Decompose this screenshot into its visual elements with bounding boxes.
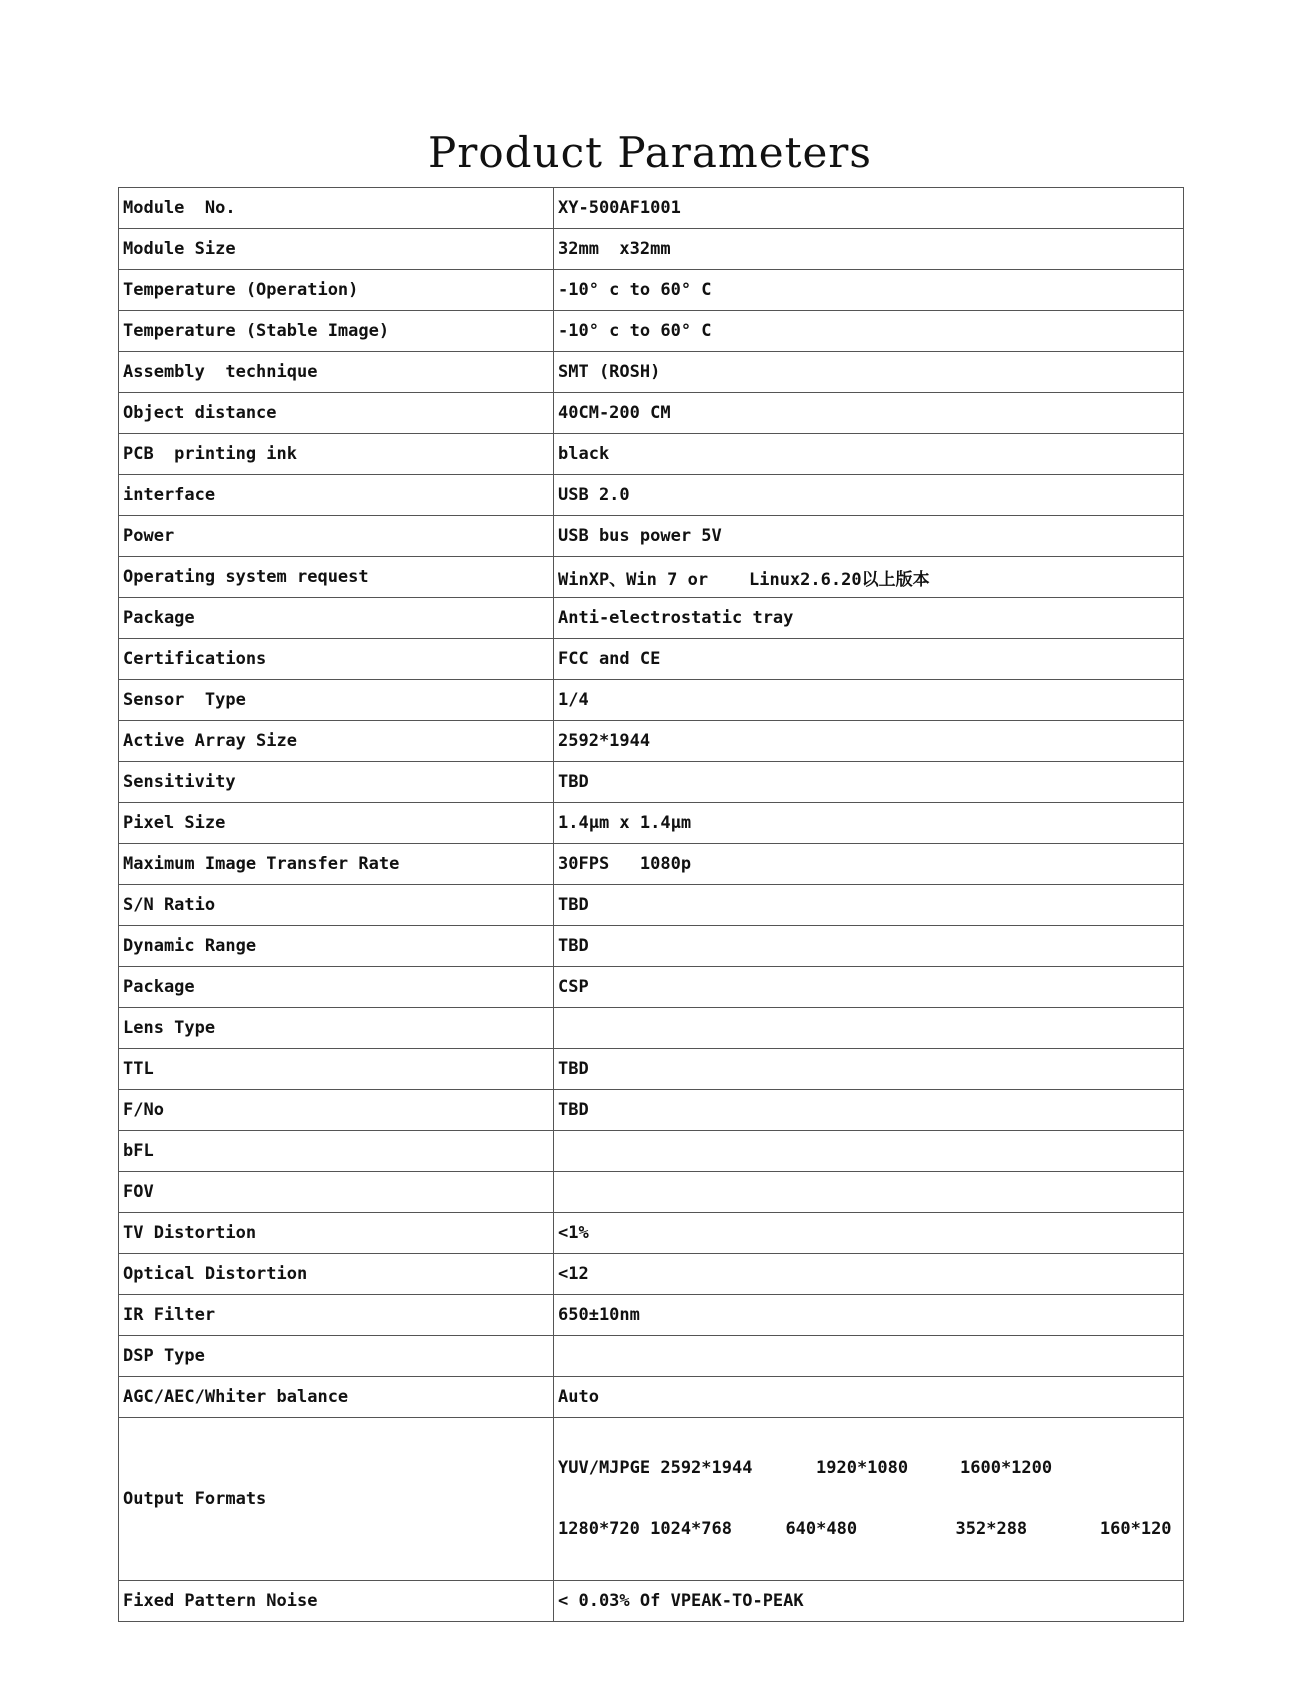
param-label: Module Size bbox=[119, 229, 554, 270]
format-entry: 1920*1080 bbox=[816, 1458, 909, 1478]
param-label: Maximum Image Transfer Rate bbox=[119, 844, 554, 885]
param-value bbox=[554, 1008, 1184, 1049]
table-row bbox=[119, 967, 1184, 1008]
param-value: 32mm x32mm bbox=[554, 229, 1184, 270]
param-value: <12 bbox=[554, 1254, 1184, 1295]
param-value: black bbox=[554, 434, 1184, 475]
param-label: FOV bbox=[119, 1172, 554, 1213]
param-label: Pixel Size bbox=[119, 803, 554, 844]
param-value bbox=[554, 1172, 1184, 1213]
param-label: Sensor Type bbox=[119, 680, 554, 721]
param-value: TBD bbox=[554, 926, 1184, 967]
table-row bbox=[119, 1377, 1184, 1418]
param-label: Fixed Pattern Noise bbox=[119, 1581, 554, 1622]
table-row bbox=[119, 557, 1184, 598]
format-entry: 1280*720 1024*768 bbox=[558, 1519, 732, 1539]
param-label: Active Array Size bbox=[119, 721, 554, 762]
table-row bbox=[119, 803, 1184, 844]
parameters-table bbox=[118, 187, 1184, 1622]
param-label: Object distance bbox=[119, 393, 554, 434]
table-row bbox=[119, 1254, 1184, 1295]
param-label: Lens Type bbox=[119, 1008, 554, 1049]
param-label: Package bbox=[119, 967, 554, 1008]
param-value: TBD bbox=[554, 762, 1184, 803]
output-formats-line-2 bbox=[558, 1519, 1179, 1540]
param-label: PCB printing ink bbox=[119, 434, 554, 475]
param-label: Temperature (Operation) bbox=[119, 270, 554, 311]
table-row bbox=[119, 311, 1184, 352]
table-row bbox=[119, 762, 1184, 803]
table-row bbox=[119, 352, 1184, 393]
param-value: < 0.03% Of VPEAK-TO-PEAK bbox=[554, 1581, 1184, 1622]
format-entry: 640*480 bbox=[785, 1519, 858, 1539]
param-label: Certifications bbox=[119, 639, 554, 680]
param-value: USB 2.0 bbox=[554, 475, 1184, 516]
param-label: S/N Ratio bbox=[119, 885, 554, 926]
table-row bbox=[119, 1172, 1184, 1213]
format-entry: 160*120 bbox=[1099, 1519, 1172, 1539]
output-formats-line-1 bbox=[558, 1458, 1179, 1479]
param-value-output-formats bbox=[554, 1418, 1184, 1581]
page-title: Product Parameters bbox=[428, 128, 872, 177]
table-row bbox=[119, 229, 1184, 270]
param-value: TBD bbox=[554, 1049, 1184, 1090]
param-label: interface bbox=[119, 475, 554, 516]
table-row bbox=[119, 393, 1184, 434]
param-label: Output Formats bbox=[119, 1418, 554, 1581]
table-row bbox=[119, 1213, 1184, 1254]
table-row bbox=[119, 1008, 1184, 1049]
param-label: TV Distortion bbox=[119, 1213, 554, 1254]
format-entry: 352*288 bbox=[955, 1519, 1028, 1539]
param-label: IR Filter bbox=[119, 1295, 554, 1336]
parameters-table-tail bbox=[119, 1418, 1184, 1622]
param-value: 1.4µm x 1.4µm bbox=[554, 803, 1184, 844]
param-value: FCC and CE bbox=[554, 639, 1184, 680]
param-value: TBD bbox=[554, 1090, 1184, 1131]
param-value: CSP bbox=[554, 967, 1184, 1008]
table-row bbox=[119, 1295, 1184, 1336]
table-row bbox=[119, 639, 1184, 680]
param-label: F/No bbox=[119, 1090, 554, 1131]
table-row bbox=[119, 434, 1184, 475]
param-label: Assembly technique bbox=[119, 352, 554, 393]
table-row-fixed-pattern-noise bbox=[119, 1581, 1184, 1622]
param-value: XY-500AF1001 bbox=[554, 188, 1184, 229]
param-label: Package bbox=[119, 598, 554, 639]
param-value: <1% bbox=[554, 1213, 1184, 1254]
param-label: AGC/AEC/Whiter balance bbox=[119, 1377, 554, 1418]
format-entry: YUV/MJPGE 2592*1944 bbox=[558, 1458, 753, 1478]
param-label: DSP Type bbox=[119, 1336, 554, 1377]
param-value: 1/4 bbox=[554, 680, 1184, 721]
param-label: Module No. bbox=[119, 188, 554, 229]
table-row bbox=[119, 1090, 1184, 1131]
table-row bbox=[119, 270, 1184, 311]
param-label: Power bbox=[119, 516, 554, 557]
table-row bbox=[119, 1131, 1184, 1172]
table-row bbox=[119, 188, 1184, 229]
param-value: 40CM-200 CM bbox=[554, 393, 1184, 434]
param-label: Operating system request bbox=[119, 557, 554, 598]
param-label: bFL bbox=[119, 1131, 554, 1172]
param-value: USB bus power 5V bbox=[554, 516, 1184, 557]
parameters-table-body bbox=[119, 188, 1184, 1418]
param-label: Dynamic Range bbox=[119, 926, 554, 967]
table-row bbox=[119, 926, 1184, 967]
table-row bbox=[119, 844, 1184, 885]
param-value: WinXP、Win 7 or Linux2.6.20以上版本 bbox=[554, 557, 1184, 598]
param-value: SMT (ROSH) bbox=[554, 352, 1184, 393]
table-row-output-formats bbox=[119, 1418, 1184, 1581]
param-value: 650±10nm bbox=[554, 1295, 1184, 1336]
param-value: Auto bbox=[554, 1377, 1184, 1418]
format-entry: 1600*1200 bbox=[960, 1458, 1053, 1478]
param-label: Sensitivity bbox=[119, 762, 554, 803]
param-label: Temperature (Stable Image) bbox=[119, 311, 554, 352]
param-value: 2592*1944 bbox=[554, 721, 1184, 762]
param-value bbox=[554, 1336, 1184, 1377]
table-row bbox=[119, 598, 1184, 639]
param-value: 30FPS 1080p bbox=[554, 844, 1184, 885]
param-value: -10° c to 60° C bbox=[554, 270, 1184, 311]
param-value bbox=[554, 1131, 1184, 1172]
table-row bbox=[119, 1336, 1184, 1377]
table-row bbox=[119, 680, 1184, 721]
table-row bbox=[119, 721, 1184, 762]
param-label: TTL bbox=[119, 1049, 554, 1090]
table-row bbox=[119, 885, 1184, 926]
param-label: Optical Distortion bbox=[119, 1254, 554, 1295]
table-row bbox=[119, 516, 1184, 557]
param-value: Anti-electrostatic tray bbox=[554, 598, 1184, 639]
param-value: -10° c to 60° C bbox=[554, 311, 1184, 352]
table-row bbox=[119, 475, 1184, 516]
table-row bbox=[119, 1049, 1184, 1090]
param-value: TBD bbox=[554, 885, 1184, 926]
